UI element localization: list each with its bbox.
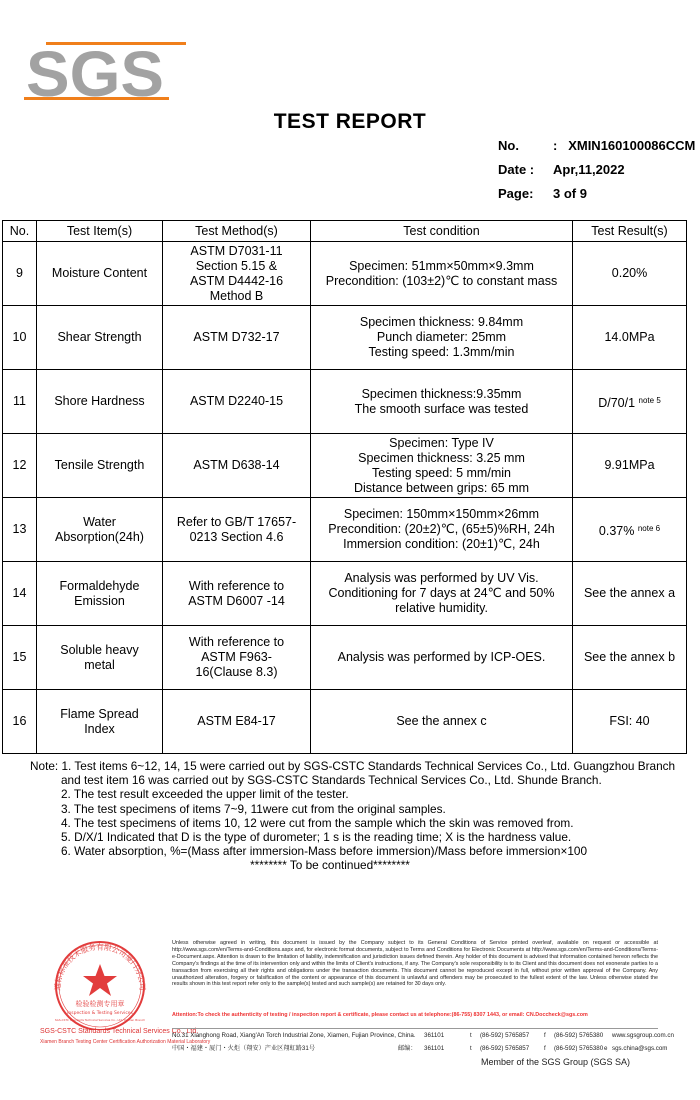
- cell-method: [163, 242, 311, 306]
- method-line: ASTM D4442-16: [189, 273, 284, 288]
- cell-condition: [311, 498, 573, 562]
- table-row: [3, 562, 687, 626]
- result-value: 0.37%: [598, 523, 635, 538]
- cell-result: [573, 562, 687, 626]
- condition-line: Precondition: (20±2)℃, (65±5)%RH, 24h: [328, 522, 555, 536]
- method-line: ASTM F963-: [201, 650, 272, 664]
- note-line: 2. The test result exceeded the upper limit of the tester.: [61, 787, 349, 802]
- item-line: Flame Spread: [60, 706, 139, 721]
- method-line: ASTM E84-17: [197, 714, 276, 728]
- result-value: 9.91MPa: [604, 458, 655, 472]
- to-be-continued: ******** To be continued********: [250, 858, 410, 873]
- condition-line: Specimen: 150mm×150mm×26mm: [343, 507, 540, 521]
- test-results-table: [2, 220, 687, 754]
- seal-caption-sub: Xiamen Branch Testing Center Certification Authorization Material Laboratory: [40, 1039, 211, 1045]
- sgs-group-member: Member of the SGS Group (SGS SA): [481, 1057, 631, 1067]
- email: sgs.china@sgs.com: [612, 1045, 668, 1052]
- header-no: No.: [3, 221, 37, 242]
- method-line: ASTM D7031-11: [190, 243, 283, 258]
- item-line: Index: [84, 721, 115, 736]
- authenticity-notice: Attention:To check the authenticity of testing / inspection report & certificate, please contact us at telephone:(86-755) 8307 1443, or email: CN.Doccheck@sgs.com: [172, 1012, 588, 1018]
- cell-method: [163, 562, 311, 626]
- cell-condition: [311, 370, 573, 434]
- report-number-label: No.: [498, 138, 519, 153]
- report-meta: [498, 134, 695, 206]
- cell-item: [37, 562, 163, 626]
- fax-number: (86-592) 5765380: [554, 1045, 604, 1052]
- legal-disclaimer: Unless otherwise agreed in writing, this document is issued by the Company subject to its General Conditions of Service printed overleaf, available on request or accessible at http://www.sgs.com/en/Terms-and-Conditions.aspx and, for electronic format documents, subject to Terms and Conditions for Electronic Documents at http://www.sgs.com/en/Terms-and-Conditions/Terms-e-Document.aspx. Attention is drawn to the limitation of liability, indemnification and jurisdiction issues defined therein. Any holder of this document is advised that information contained hereon reflects the Company's findings at the time of its intervention only and within the limits of Client's instructions, if any. The Company's sole responsibility is to its Client and this document does not exonerate parties to a transaction from exercising all their rights and obligations under the transaction documents. This document cannot be reproduced except in full, without prior written approval of the Company. Any unauthorized alteration, forgery or falsification of the content or appearance of this document is unlawful and offenders may be prosecuted to the fullest extent of the law. Unless otherwise stated the results shown in this test report refer only to the sample(s) tested and such sample(s) are retained for 30 days only.: [172, 940, 658, 988]
- tel-number: (86-592) 5765857: [480, 1032, 530, 1039]
- result-value: 14.0MPa: [604, 330, 655, 344]
- condition-line: The smooth surface was tested: [354, 401, 529, 416]
- cell-method: [163, 434, 311, 498]
- item-line: Shore Hardness: [54, 394, 145, 408]
- cell-item: [37, 242, 163, 306]
- cell-result: [573, 370, 687, 434]
- header-test-method: Test Method(s): [163, 221, 311, 242]
- address-cn: 中国・福建・厦门・火炬（翔安）产业区翔虹路31号: [172, 1045, 316, 1052]
- note-line: and test item 16 was carried out by SGS-CSTC Standards Technical Services Co., Ltd. Shunde Branch.: [61, 773, 602, 788]
- item-line: metal: [84, 657, 115, 672]
- item-line: Formaldehyde: [59, 578, 140, 593]
- seal-center-text: 检验检测专用章: [75, 1000, 125, 1008]
- tel-label: t: [470, 1032, 472, 1039]
- cell-method: [163, 626, 311, 690]
- item-line: Water: [83, 514, 116, 529]
- condition-line: Conditioning for 7 days at 24℃ and 50%: [328, 586, 555, 600]
- cell-item: [37, 434, 163, 498]
- tel-number: (86-592) 5765857: [480, 1045, 530, 1052]
- method-line: ASTM D638-14: [193, 458, 280, 472]
- row-number: 10: [3, 306, 37, 370]
- result-value: See the annex b: [583, 650, 676, 664]
- table-row: [3, 370, 687, 434]
- cell-item: [37, 690, 163, 754]
- cell-condition: [311, 242, 573, 306]
- cell-item: [37, 498, 163, 562]
- result-value: FSI: 40: [609, 714, 650, 728]
- address-row-en: [172, 1029, 674, 1042]
- item-line: Soluble heavy: [60, 642, 139, 657]
- address-en: No.31 Xianghong Road, Xiang'An Torch Industrial Zone, Xiamen, Fujian Province, China.: [172, 1032, 416, 1039]
- method-line: With reference to: [188, 578, 285, 593]
- result-note-ref: note 6: [637, 523, 661, 533]
- cell-method: [163, 306, 311, 370]
- cell-method: [163, 498, 311, 562]
- website: www.sgsgroup.com.cn: [612, 1032, 674, 1039]
- cell-condition: [311, 434, 573, 498]
- address-row-cn: [172, 1042, 668, 1055]
- cell-result: [573, 498, 687, 562]
- result-value: See the annex a: [583, 586, 676, 600]
- footer: [30, 932, 686, 1062]
- note-line: 5. D/X/1 Indicated that D is the type of durometer; 1 s is the reading time; X is the hardness value.: [61, 830, 572, 845]
- header-test-item: Test Item(s): [37, 221, 163, 242]
- report-number: [498, 134, 695, 158]
- cell-result: [573, 626, 687, 690]
- note-line: 4. The test specimens of items 10, 12 were cut from the sample which the skin was removed from.: [61, 815, 574, 830]
- fax-label: f: [544, 1032, 546, 1039]
- row-number: 13: [3, 498, 37, 562]
- cell-method: [163, 370, 311, 434]
- email-label: e: [604, 1045, 608, 1052]
- header-test-result: Test Result(s): [573, 221, 687, 242]
- item-line: Moisture Content: [51, 266, 148, 280]
- condition-line: Specimen thickness:9.35mm: [361, 386, 522, 401]
- table-row: [3, 306, 687, 370]
- condition-line: relative humidity.: [395, 601, 488, 615]
- cell-result: [573, 434, 687, 498]
- method-line: ASTM D2240-15: [189, 394, 284, 408]
- company-seal: [30, 936, 170, 1030]
- cell-item: [37, 370, 163, 434]
- notes-section: [30, 759, 690, 873]
- item-line: Emission: [74, 593, 125, 608]
- cell-result: [573, 242, 687, 306]
- item-line: Tensile Strength: [54, 458, 145, 472]
- row-number: 14: [3, 562, 37, 626]
- header-test-condition: Test condition: [311, 221, 573, 242]
- seal-star-icon: [83, 964, 117, 996]
- condition-line: Testing speed: 1.3mm/min: [368, 345, 515, 359]
- method-line: ASTM D732-17: [193, 330, 280, 344]
- seal-bottom-text: SGS-CSTC Standards Technical Services Co., Ltd. Xiamen Branch: [54, 1018, 146, 1022]
- tel-label: t: [470, 1045, 472, 1052]
- table-header-row: [3, 221, 687, 242]
- report-page-value: 3 of 9: [553, 186, 587, 201]
- method-line: Method B: [209, 288, 264, 303]
- report-title: TEST REPORT: [273, 110, 427, 133]
- report-number-value: XMIN160100086CCM: [568, 138, 696, 153]
- method-line: Section 5.15 &: [195, 258, 278, 273]
- note-line: 6. Water absorption, %=(Mass after immersion-Mass before immersion)/Mass before immersion×100: [61, 844, 588, 859]
- row-number: 11: [3, 370, 37, 434]
- result-value: 0.20%: [611, 266, 648, 280]
- condition-line: Analysis was performed by ICP-OES.: [337, 650, 546, 664]
- cell-method: [163, 690, 311, 754]
- row-number: 9: [3, 242, 37, 306]
- condition-line: Distance between grips: 65 mm: [353, 480, 530, 495]
- report-date-value: Apr,11,2022: [553, 162, 625, 177]
- row-number: 15: [3, 626, 37, 690]
- condition-line: Precondition: (103±2)℃ to constant mass: [325, 273, 558, 288]
- cell-condition: [311, 562, 573, 626]
- report-date-label: Date :: [498, 162, 535, 177]
- table-row: [3, 626, 687, 690]
- method-line: 16(Clause 8.3): [195, 665, 278, 679]
- cell-condition: [311, 626, 573, 690]
- cell-item: [37, 626, 163, 690]
- condition-line: Immersion condition: (20±1)℃, 24h: [343, 537, 540, 551]
- cell-condition: [311, 306, 573, 370]
- report-date: [498, 158, 695, 182]
- condition-line: Testing speed: 5 mm/min: [372, 465, 511, 480]
- seal-sub-text: Inspection & Testing Services: [67, 1011, 133, 1016]
- condition-line: Specimen thickness: 3.25 mm: [358, 450, 525, 465]
- zip-cn-label: 邮编：: [398, 1045, 417, 1052]
- sgs-logo: [24, 40, 186, 102]
- report-number-sep: :: [553, 138, 558, 153]
- note-line: 3. The test specimens of items 7~9, 11were cut from the original samples.: [61, 801, 446, 816]
- note-line: Note: 1. Test items 6~12, 14, 15 were carried out by SGS-CSTC Standards Technical Services Co., Ltd. Guangzhou Branch: [30, 759, 676, 773]
- result-value: D/70/1: [598, 395, 636, 410]
- item-line: Shear Strength: [57, 330, 142, 344]
- condition-line: Specimen: 51mm×50mm×9.3mm: [349, 258, 534, 273]
- table-row: [3, 242, 687, 306]
- result-note-ref: note 5: [638, 395, 661, 405]
- zip-cn: 361101: [424, 1045, 445, 1052]
- company-address-block: [172, 1028, 674, 1055]
- condition-line: Analysis was performed by UV Vis.: [344, 571, 539, 585]
- fax-label: f: [544, 1045, 546, 1052]
- condition-line: See the annex c: [396, 714, 487, 728]
- method-line: 0213 Section 4.6: [189, 529, 284, 544]
- fax-number: (86-592) 5765380: [554, 1032, 604, 1039]
- item-line: Absorption(24h): [55, 529, 144, 544]
- cell-item: [37, 306, 163, 370]
- method-line: With reference to: [188, 635, 285, 649]
- cell-condition: [311, 690, 573, 754]
- condition-line: Punch diameter: 25mm: [376, 330, 507, 344]
- table-row: [3, 498, 687, 562]
- row-number: 12: [3, 434, 37, 498]
- method-line: Refer to GB/T 17657-: [176, 514, 297, 529]
- method-line: ASTM D6007 -14: [188, 593, 285, 608]
- zip-en: 361101: [424, 1032, 445, 1039]
- row-number: 16: [3, 690, 37, 754]
- cell-result: [573, 306, 687, 370]
- seal-ring-text: 通标标准技术服务有限公司厦门分公司: [52, 942, 148, 991]
- condition-line: Specimen thickness: 9.84mm: [359, 315, 524, 329]
- table-row: [3, 434, 687, 498]
- condition-line: Specimen: Type IV: [389, 435, 494, 450]
- seal-caption: SGS-CSTC Standards Technical Services Co., Ltd.: [40, 1028, 199, 1035]
- report-page: [498, 182, 695, 206]
- sgs-logo-text: SGS: [26, 40, 164, 102]
- report-page-label: Page:: [498, 186, 534, 201]
- table-row: [3, 690, 687, 754]
- cell-result: [573, 690, 687, 754]
